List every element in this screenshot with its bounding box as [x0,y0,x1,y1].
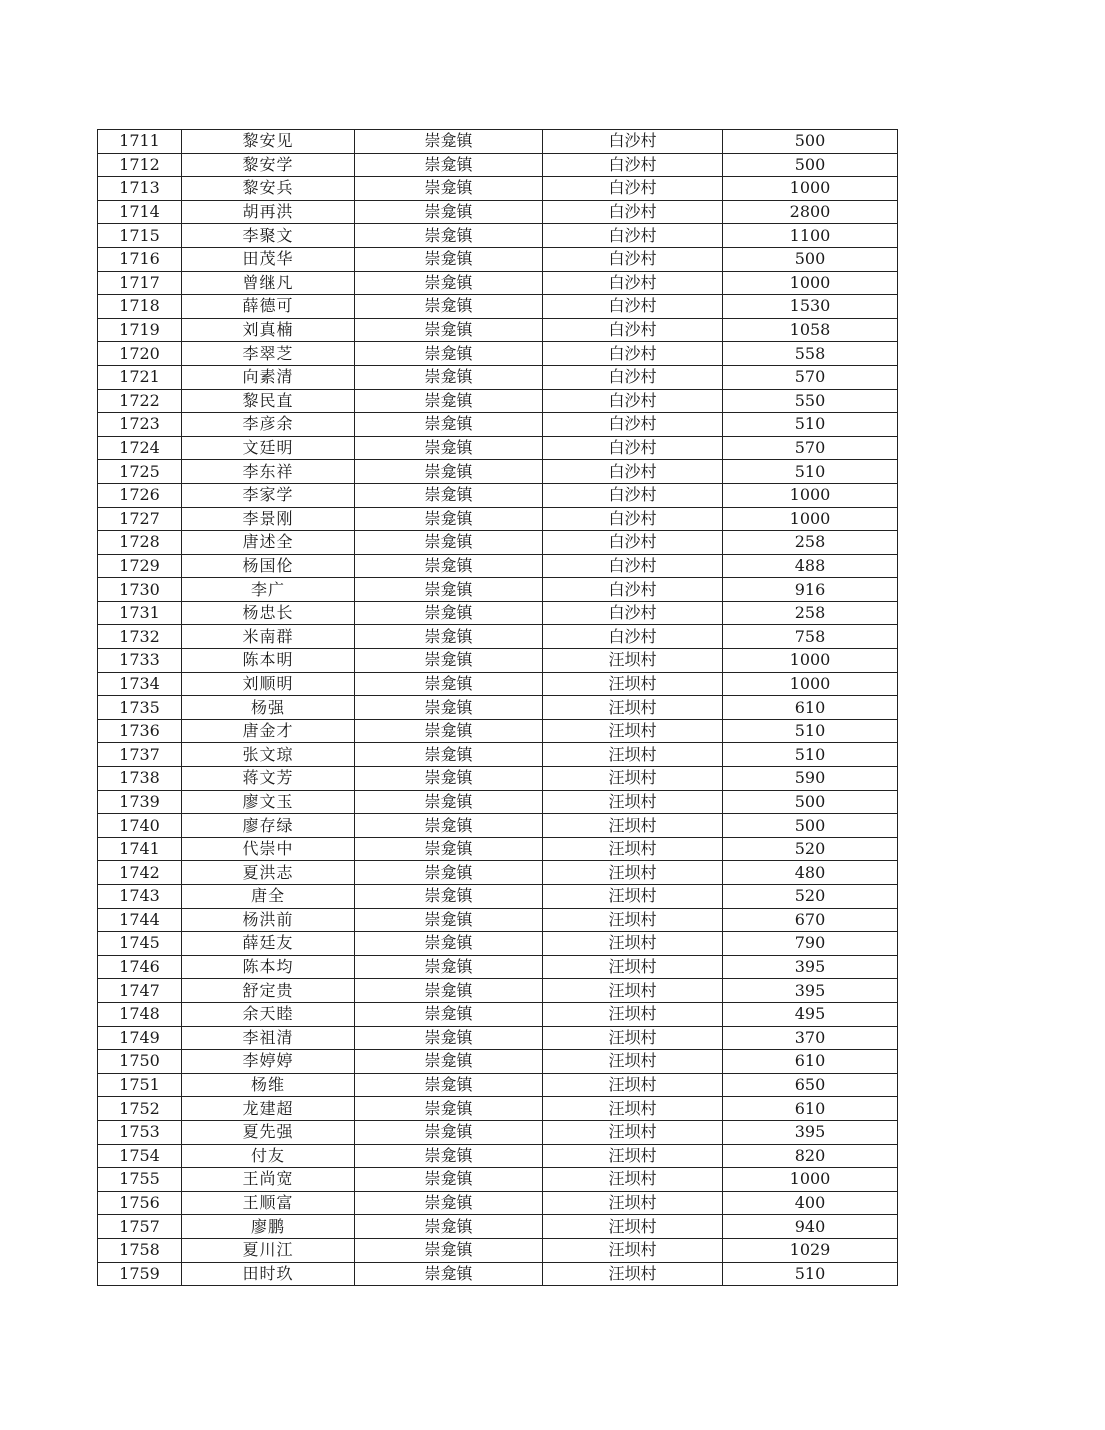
row-number-cell: 1748 [98,1002,182,1026]
village-cell: 汪坝村 [543,743,723,767]
amount-cell: 488 [723,554,898,578]
village-cell: 汪坝村 [543,1073,723,1097]
person-name-cell: 米南群 [182,625,355,649]
person-name-cell: 李聚文 [182,224,355,248]
amount-cell: 395 [723,955,898,979]
amount-cell: 610 [723,1097,898,1121]
town-cell: 崇龛镇 [355,554,543,578]
amount-cell: 395 [723,979,898,1003]
row-number-cell: 1744 [98,908,182,932]
town-cell: 崇龛镇 [355,932,543,956]
village-cell: 汪坝村 [543,955,723,979]
table-row [98,885,898,909]
row-number-cell: 1717 [98,271,182,295]
village-cell: 汪坝村 [543,814,723,838]
person-name-cell: 杨强 [182,696,355,720]
amount-cell: 790 [723,932,898,956]
amount-cell: 820 [723,1144,898,1168]
row-number-cell: 1742 [98,861,182,885]
row-number-cell: 1728 [98,531,182,555]
village-cell: 汪坝村 [543,885,723,909]
row-number-cell: 1730 [98,578,182,602]
table-row [98,130,898,154]
row-number-cell: 1734 [98,672,182,696]
amount-cell: 558 [723,342,898,366]
row-number-cell: 1732 [98,625,182,649]
row-number-cell: 1729 [98,554,182,578]
person-name-cell: 蒋文芳 [182,767,355,791]
amount-cell: 1058 [723,318,898,342]
town-cell: 崇龛镇 [355,719,543,743]
amount-cell: 650 [723,1073,898,1097]
amount-cell: 400 [723,1191,898,1215]
town-cell: 崇龛镇 [355,885,543,909]
table-row [98,342,898,366]
person-name-cell: 李彦余 [182,413,355,437]
row-number-cell: 1735 [98,696,182,720]
person-name-cell: 陈本明 [182,649,355,673]
village-cell: 汪坝村 [543,719,723,743]
row-number-cell: 1753 [98,1120,182,1144]
town-cell: 崇龛镇 [355,1050,543,1074]
person-name-cell: 夏先强 [182,1120,355,1144]
table-row [98,1215,898,1239]
table-row [98,861,898,885]
village-cell: 白沙村 [543,224,723,248]
village-cell: 白沙村 [543,389,723,413]
person-name-cell: 廖存绿 [182,814,355,838]
village-cell: 白沙村 [543,342,723,366]
table-row [98,1073,898,1097]
person-name-cell: 李婷婷 [182,1050,355,1074]
row-number-cell: 1745 [98,932,182,956]
table-row [98,436,898,460]
person-name-cell: 李景刚 [182,507,355,531]
row-number-cell: 1743 [98,885,182,909]
table-row [98,271,898,295]
town-cell: 崇龛镇 [355,271,543,295]
table-row [98,318,898,342]
amount-cell: 1000 [723,507,898,531]
town-cell: 崇龛镇 [355,1120,543,1144]
row-number-cell: 1747 [98,979,182,1003]
town-cell: 崇龛镇 [355,814,543,838]
amount-cell: 510 [723,1262,898,1286]
village-cell: 白沙村 [543,601,723,625]
person-name-cell: 王顺富 [182,1191,355,1215]
row-number-cell: 1746 [98,955,182,979]
amount-cell: 500 [723,814,898,838]
person-name-cell: 杨国伦 [182,554,355,578]
amount-cell: 590 [723,767,898,791]
person-name-cell: 夏川江 [182,1238,355,1262]
town-cell: 崇龛镇 [355,790,543,814]
row-number-cell: 1733 [98,649,182,673]
table-row [98,672,898,696]
table-row [98,483,898,507]
town-cell: 崇龛镇 [355,318,543,342]
row-number-cell: 1751 [98,1073,182,1097]
town-cell: 崇龛镇 [355,767,543,791]
village-cell: 汪坝村 [543,1144,723,1168]
town-cell: 崇龛镇 [355,130,543,154]
town-cell: 崇龛镇 [355,837,543,861]
town-cell: 崇龛镇 [355,1191,543,1215]
town-cell: 崇龛镇 [355,342,543,366]
table-row [98,153,898,177]
amount-cell: 940 [723,1215,898,1239]
table-row [98,625,898,649]
table-row [98,1191,898,1215]
person-name-cell: 胡再洪 [182,200,355,224]
village-cell: 白沙村 [543,531,723,555]
amount-cell: 395 [723,1120,898,1144]
row-number-cell: 1721 [98,365,182,389]
row-number-cell: 1758 [98,1238,182,1262]
town-cell: 崇龛镇 [355,908,543,932]
row-number-cell: 1716 [98,247,182,271]
row-number-cell: 1736 [98,719,182,743]
row-number-cell: 1731 [98,601,182,625]
table-row [98,767,898,791]
amount-cell: 550 [723,389,898,413]
village-cell: 白沙村 [543,318,723,342]
town-cell: 崇龛镇 [355,1073,543,1097]
village-cell: 汪坝村 [543,1191,723,1215]
village-cell: 白沙村 [543,507,723,531]
row-number-cell: 1712 [98,153,182,177]
table-row [98,601,898,625]
person-name-cell: 黎安见 [182,130,355,154]
village-cell: 白沙村 [543,554,723,578]
village-cell: 汪坝村 [543,861,723,885]
table-row [98,932,898,956]
amount-cell: 1029 [723,1238,898,1262]
row-number-cell: 1724 [98,436,182,460]
row-number-cell: 1727 [98,507,182,531]
town-cell: 崇龛镇 [355,483,543,507]
row-number-cell: 1749 [98,1026,182,1050]
town-cell: 崇龛镇 [355,672,543,696]
table-row [98,696,898,720]
person-name-cell: 田时玖 [182,1262,355,1286]
village-cell: 汪坝村 [543,1262,723,1286]
amount-cell: 916 [723,578,898,602]
person-name-cell: 李广 [182,578,355,602]
table-row [98,649,898,673]
amount-cell: 510 [723,719,898,743]
village-cell: 汪坝村 [543,1050,723,1074]
table-row [98,743,898,767]
amount-cell: 610 [723,696,898,720]
amount-cell: 500 [723,790,898,814]
village-cell: 汪坝村 [543,1238,723,1262]
village-cell: 汪坝村 [543,979,723,1003]
person-name-cell: 曾继凡 [182,271,355,295]
village-cell: 汪坝村 [543,1002,723,1026]
table-row [98,1050,898,1074]
town-cell: 崇龛镇 [355,460,543,484]
row-number-cell: 1714 [98,200,182,224]
person-name-cell: 黎安兵 [182,177,355,201]
amount-cell: 500 [723,153,898,177]
town-cell: 崇龛镇 [355,1097,543,1121]
amount-cell: 570 [723,436,898,460]
village-cell: 白沙村 [543,247,723,271]
amount-cell: 500 [723,247,898,271]
amount-cell: 758 [723,625,898,649]
person-name-cell: 廖文玉 [182,790,355,814]
row-number-cell: 1740 [98,814,182,838]
table-row [98,1120,898,1144]
person-name-cell: 李家学 [182,483,355,507]
person-name-cell: 代崇中 [182,837,355,861]
row-number-cell: 1726 [98,483,182,507]
town-cell: 崇龛镇 [355,625,543,649]
table-row [98,460,898,484]
table-row [98,1238,898,1262]
amount-cell: 570 [723,365,898,389]
person-name-cell: 杨忠长 [182,601,355,625]
data-table [97,129,898,1286]
town-cell: 崇龛镇 [355,365,543,389]
table-row [98,790,898,814]
town-cell: 崇龛镇 [355,743,543,767]
table-row [98,200,898,224]
table-row [98,554,898,578]
town-cell: 崇龛镇 [355,955,543,979]
village-cell: 白沙村 [543,625,723,649]
amount-cell: 500 [723,130,898,154]
village-cell: 汪坝村 [543,649,723,673]
town-cell: 崇龛镇 [355,177,543,201]
amount-cell: 520 [723,885,898,909]
amount-cell: 1000 [723,271,898,295]
town-cell: 崇龛镇 [355,507,543,531]
table-row [98,365,898,389]
village-cell: 白沙村 [543,295,723,319]
town-cell: 崇龛镇 [355,1026,543,1050]
table-body [98,130,898,1286]
town-cell: 崇龛镇 [355,436,543,460]
village-cell: 白沙村 [543,177,723,201]
table-row [98,719,898,743]
amount-cell: 1000 [723,649,898,673]
town-cell: 崇龛镇 [355,247,543,271]
village-cell: 汪坝村 [543,837,723,861]
person-name-cell: 龙建超 [182,1097,355,1121]
row-number-cell: 1759 [98,1262,182,1286]
table-row [98,979,898,1003]
amount-cell: 1000 [723,672,898,696]
row-number-cell: 1738 [98,767,182,791]
town-cell: 崇龛镇 [355,1144,543,1168]
town-cell: 崇龛镇 [355,578,543,602]
row-number-cell: 1719 [98,318,182,342]
row-number-cell: 1739 [98,790,182,814]
table-row [98,1262,898,1286]
row-number-cell: 1718 [98,295,182,319]
town-cell: 崇龛镇 [355,153,543,177]
person-name-cell: 杨洪前 [182,908,355,932]
person-name-cell: 王尚宽 [182,1168,355,1192]
row-number-cell: 1722 [98,389,182,413]
town-cell: 崇龛镇 [355,200,543,224]
person-name-cell: 余天睦 [182,1002,355,1026]
town-cell: 崇龛镇 [355,389,543,413]
row-number-cell: 1741 [98,837,182,861]
town-cell: 崇龛镇 [355,1238,543,1262]
person-name-cell: 李祖清 [182,1026,355,1050]
person-name-cell: 唐述全 [182,531,355,555]
town-cell: 崇龛镇 [355,1168,543,1192]
row-number-cell: 1711 [98,130,182,154]
person-name-cell: 舒定贵 [182,979,355,1003]
table-row [98,1168,898,1192]
person-name-cell: 李翠芝 [182,342,355,366]
amount-cell: 510 [723,743,898,767]
village-cell: 汪坝村 [543,1215,723,1239]
table-row [98,1097,898,1121]
village-cell: 白沙村 [543,578,723,602]
village-cell: 白沙村 [543,271,723,295]
amount-cell: 520 [723,837,898,861]
village-cell: 白沙村 [543,436,723,460]
table-row [98,955,898,979]
row-number-cell: 1750 [98,1050,182,1074]
person-name-cell: 杨维 [182,1073,355,1097]
person-name-cell: 唐金才 [182,719,355,743]
town-cell: 崇龛镇 [355,413,543,437]
town-cell: 崇龛镇 [355,649,543,673]
town-cell: 崇龛镇 [355,224,543,248]
amount-cell: 610 [723,1050,898,1074]
amount-cell: 1100 [723,224,898,248]
village-cell: 白沙村 [543,130,723,154]
table-row [98,1026,898,1050]
village-cell: 白沙村 [543,413,723,437]
village-cell: 汪坝村 [543,1120,723,1144]
table-row [98,247,898,271]
town-cell: 崇龛镇 [355,1262,543,1286]
amount-cell: 495 [723,1002,898,1026]
row-number-cell: 1754 [98,1144,182,1168]
person-name-cell: 李东祥 [182,460,355,484]
village-cell: 汪坝村 [543,1168,723,1192]
village-cell: 白沙村 [543,460,723,484]
table-row [98,1144,898,1168]
amount-cell: 370 [723,1026,898,1050]
village-cell: 汪坝村 [543,932,723,956]
town-cell: 崇龛镇 [355,1215,543,1239]
row-number-cell: 1723 [98,413,182,437]
row-number-cell: 1725 [98,460,182,484]
table-row [98,908,898,932]
row-number-cell: 1752 [98,1097,182,1121]
table-row [98,507,898,531]
village-cell: 汪坝村 [543,696,723,720]
amount-cell: 2800 [723,200,898,224]
table-row [98,531,898,555]
town-cell: 崇龛镇 [355,696,543,720]
person-name-cell: 薛廷友 [182,932,355,956]
person-name-cell: 刘真楠 [182,318,355,342]
village-cell: 白沙村 [543,483,723,507]
amount-cell: 510 [723,460,898,484]
person-name-cell: 张文琼 [182,743,355,767]
amount-cell: 480 [723,861,898,885]
table-row [98,224,898,248]
person-name-cell: 薛德可 [182,295,355,319]
person-name-cell: 廖鹏 [182,1215,355,1239]
row-number-cell: 1757 [98,1215,182,1239]
table-row [98,578,898,602]
amount-cell: 1000 [723,483,898,507]
town-cell: 崇龛镇 [355,601,543,625]
table-row [98,413,898,437]
village-cell: 白沙村 [543,153,723,177]
village-cell: 白沙村 [543,365,723,389]
row-number-cell: 1737 [98,743,182,767]
amount-cell: 258 [723,601,898,625]
village-cell: 白沙村 [543,200,723,224]
row-number-cell: 1755 [98,1168,182,1192]
amount-cell: 1000 [723,177,898,201]
amount-cell: 670 [723,908,898,932]
village-cell: 汪坝村 [543,672,723,696]
village-cell: 汪坝村 [543,1026,723,1050]
person-name-cell: 付友 [182,1144,355,1168]
table-row [98,177,898,201]
table-row [98,814,898,838]
person-name-cell: 向素清 [182,365,355,389]
row-number-cell: 1756 [98,1191,182,1215]
town-cell: 崇龛镇 [355,531,543,555]
village-cell: 汪坝村 [543,790,723,814]
amount-cell: 258 [723,531,898,555]
table-row [98,295,898,319]
table-row [98,389,898,413]
village-cell: 汪坝村 [543,1097,723,1121]
person-name-cell: 文廷明 [182,436,355,460]
town-cell: 崇龛镇 [355,979,543,1003]
person-name-cell: 刘顺明 [182,672,355,696]
row-number-cell: 1720 [98,342,182,366]
person-name-cell: 陈本均 [182,955,355,979]
row-number-cell: 1713 [98,177,182,201]
town-cell: 崇龛镇 [355,861,543,885]
amount-cell: 1000 [723,1168,898,1192]
person-name-cell: 唐全 [182,885,355,909]
table-row [98,1002,898,1026]
amount-cell: 510 [723,413,898,437]
village-cell: 汪坝村 [543,767,723,791]
person-name-cell: 黎民直 [182,389,355,413]
town-cell: 崇龛镇 [355,295,543,319]
person-name-cell: 田茂华 [182,247,355,271]
person-name-cell: 黎安学 [182,153,355,177]
table-row [98,837,898,861]
row-number-cell: 1715 [98,224,182,248]
village-cell: 汪坝村 [543,908,723,932]
person-name-cell: 夏洪志 [182,861,355,885]
amount-cell: 1530 [723,295,898,319]
town-cell: 崇龛镇 [355,1002,543,1026]
